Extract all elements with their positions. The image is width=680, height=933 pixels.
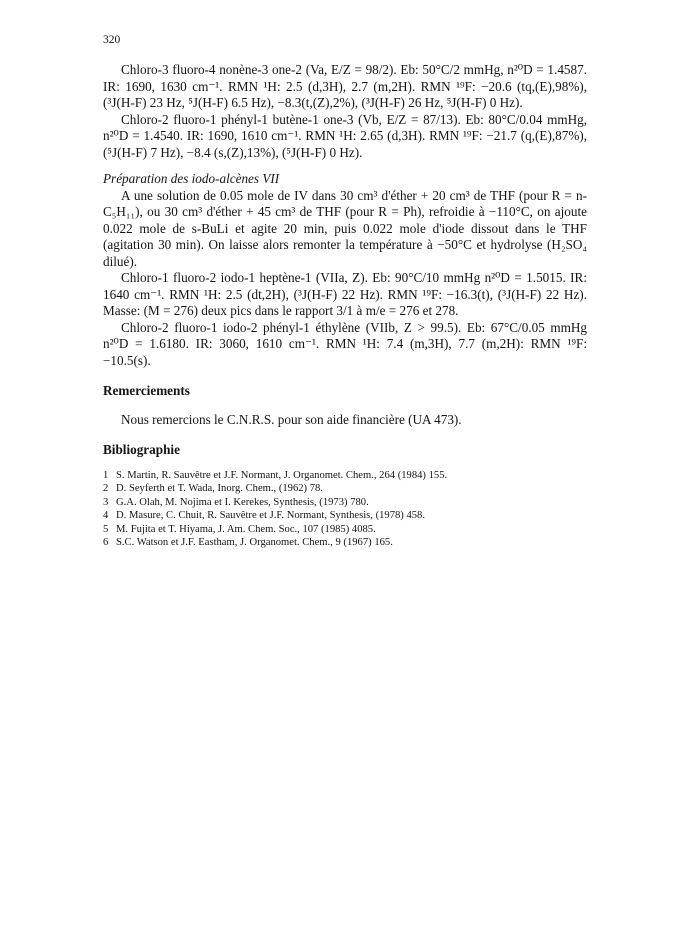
bibliography-heading: Bibliographie	[103, 442, 180, 457]
section-heading: Préparation des iodo-alcènes VII	[103, 171, 280, 186]
paragraph-text: Chloro-2 fluoro-1 iodo-2 phényl-1 éthylène (VIIb, Z > 99.5). Eb: 67°C/0.05 mmHg n²⁰D = 1.6180. IR: 3060, 1610 cm⁻¹. RMN ¹H: 7.4 (m,3H), 7.7 (m,2H): RMN ¹⁹F: −10.5(s).	[103, 319, 587, 368]
procedure-paragraph	[103, 188, 587, 271]
reference-item: 3 G.A. Olah, M. Nojima et I. Kerekes, Synthesis, (1973) 780.	[103, 496, 369, 508]
reference-item: 6 S.C. Watson et J.F. Eastham, J. Organomet. Chem., 9 (1967) 165.	[103, 537, 393, 548]
compound-paragraph	[103, 112, 587, 162]
paragraph-text: A une solution de 0.05 mole de IV dans 30 cm³ d'éther + 20 cm³ de THF (pour R = n-C₅H₁₁), ou 30 cm³ d'éther + 45 cm³ de THF (pour R = Ph), refroidie à −110°C, on ajoute 0.022 mole de s-BuLi et agite 20 min, puis 0.022 mole d'iode dissout dans le THF (agitation 30 min). On laisse alors remonter la température à −50°C et hydrolyse (H₂SO₄ dilué).	[103, 187, 587, 269]
acknowledgements-heading: Remerciements	[103, 383, 190, 398]
paragraph-text: Chloro-2 fluoro-1 phényl-1 butène-1 one-3 (Vb, E/Z = 87/13). Eb: 80°C/0.04 mmHg, n²⁰D = 1.4540. IR: 1690, 1610 cm⁻¹. RMN ¹H: 2.65 (d,3H). RMN ¹⁹F: −21.7 (q,(E),87%), (⁵J(H-F) 7 Hz), −8.4 (s,(Z),13%), (⁵J(H-F) 0 Hz).	[103, 111, 587, 160]
reference-list	[103, 469, 587, 550]
reference-item: 4 D. Masure, C. Chuit, R. Sauvêtre et J.F. Normant, Synthesis, (1978) 458.	[103, 510, 425, 521]
reference-item: 2 D. Seyferth et T. Wada, Inorg. Chem., (1962) 78.	[103, 483, 323, 494]
compound-paragraph	[103, 62, 587, 112]
reference-item: 5 M. Fujita et T. Hiyama, J. Am. Chem. Soc., 107 (1985) 4085.	[103, 523, 376, 535]
acknowledgements-text: Nous remercions le C.N.R.S. pour son aide financière (UA 473).	[121, 411, 462, 427]
page-number: 320	[103, 34, 121, 46]
paragraph-text: Chloro-3 fluoro-4 nonène-3 one-2 (Va, E/Z = 98/2). Eb: 50°C/2 mmHg, n²⁰D = 1.4587. IR: 1690, 1630 cm⁻¹. RMN ¹H: 2.5 (d,3H), 2.7 (m,2H). RMN ¹⁹F: −20.6 (tq,(E),98%), (³J(H-F) 23 Hz, ⁵J(H-F) 6.5 Hz), −8.3(t,(Z),2%), (³J(H-F) 26 Hz, ⁵J(H-F) 0 Hz).	[103, 62, 587, 110]
reference-item: 1 S. Martin, R. Sauvêtre et J.F. Normant, J. Organomet. Chem., 264 (1984) 155.	[103, 469, 448, 481]
compound-paragraph	[103, 270, 587, 320]
paragraph-text: Chloro-1 fluoro-2 iodo-1 heptène-1 (VIIa, Z). Eb: 90°C/10 mmHg n²⁰D = 1.5015. IR: 1640 cm⁻¹. RMN ¹H: 2.5 (dt,2H), (³J(H-F) 22 Hz). RMN ¹⁹F: −16.3(t), (³J(H-F) 22 Hz). Masse: (M = 276) deux pics dans le rapport 3/1 à m/e = 276 et 278.	[103, 270, 587, 318]
article-body	[103, 62, 587, 550]
compound-paragraph	[103, 320, 587, 370]
